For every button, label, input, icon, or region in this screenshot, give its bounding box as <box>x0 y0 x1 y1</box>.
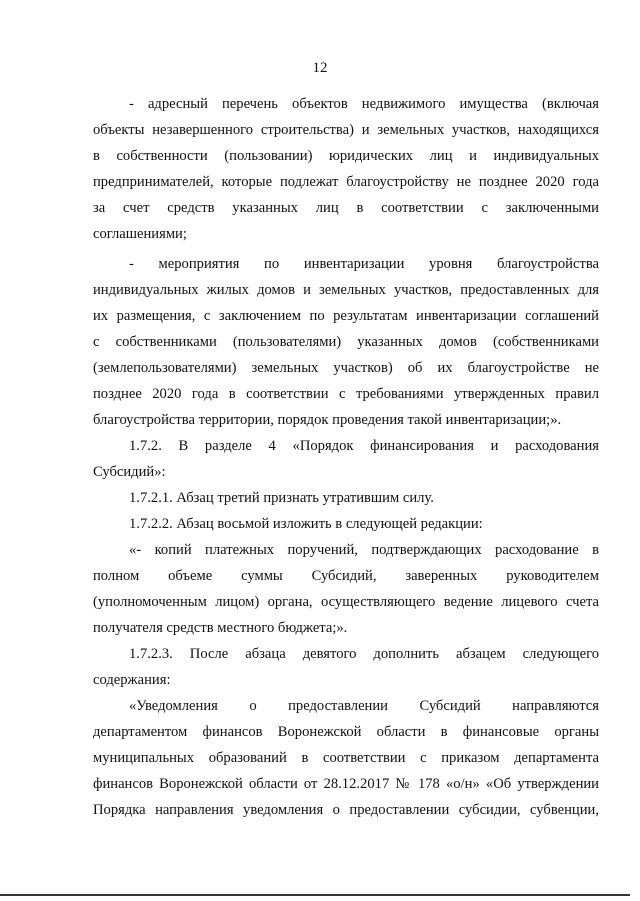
text-line: их размещения, с заключением по результатам инвентаризации соглашений <box>93 308 599 324</box>
text-line: объекты незавершенного строительства) и земельных участков, находящихся <box>93 122 599 138</box>
text-line: - мероприятия по инвентаризации уровня благоустройства <box>129 256 599 272</box>
text-line: - адресный перечень объектов недвижимого имущества (включая <box>129 96 599 112</box>
text-line: Порядка направления уведомления о предоставлении субсидии, субвенции, <box>93 802 599 818</box>
text-line: 1.7.2.3. После абзаца девятого дополнить абзацем следующего <box>129 646 599 662</box>
text-line: (землепользователями) земельных участков) об их благоустройстве не <box>93 360 599 376</box>
text-line: 1.7.2.2. Абзац восьмой изложить в следующей редакции: <box>129 516 483 532</box>
text-line: финансов Воронежской области от 28.12.2017 № 178 «о/н» «Об утверждении <box>93 776 599 792</box>
text-line: 1.7.2. В разделе 4 «Порядок финансирования и расходования <box>129 438 599 454</box>
text-line: содержания: <box>93 672 171 688</box>
text-line: индивидуальных жилых домов и земельных участков, предоставленных для <box>93 282 599 298</box>
page-number: 12 <box>312 60 328 76</box>
text-line: с собственниками (пользователями) указанных домов (собственниками <box>93 334 599 350</box>
scan-edge-line <box>0 894 630 896</box>
text-line: соглашениями; <box>93 226 187 242</box>
text-line: за счет средств указанных лиц в соответствии с заключенными <box>93 200 599 216</box>
text-line: «Уведомления о предоставлении Субсидий направляются <box>129 698 599 714</box>
text-line: Субсидий»: <box>93 464 166 480</box>
text-line: 1.7.2.1. Абзац третий признать утратившим силу. <box>129 490 434 506</box>
text-line: «- копий платежных поручений, подтверждающих расходование в <box>129 542 599 558</box>
text-line: в собственности (пользовании) юридических лиц и индивидуальных <box>93 148 599 164</box>
document-body <box>93 91 599 823</box>
text-line: получателя средств местного бюджета;». <box>93 620 348 636</box>
text-line: благоустройства территории, порядок проведения такой инвентаризации;». <box>93 412 562 428</box>
text-line: предпринимателей, которые подлежат благоустройству не позднее 2020 года <box>93 174 599 190</box>
text-line: позднее 2020 года в соответствии с требованиями утвержденных правил <box>93 386 599 402</box>
text-line: департаментом финансов Воронежской области в финансовые органы <box>93 724 599 740</box>
text-line: муниципальных образований в соответствии с приказом департамента <box>93 750 599 766</box>
text-line: (уполномоченным лицом) органа, осуществляющего ведение лицевого счета <box>93 594 599 610</box>
text-line: полном объеме суммы Субсидий, заверенных руководителем <box>93 568 599 584</box>
